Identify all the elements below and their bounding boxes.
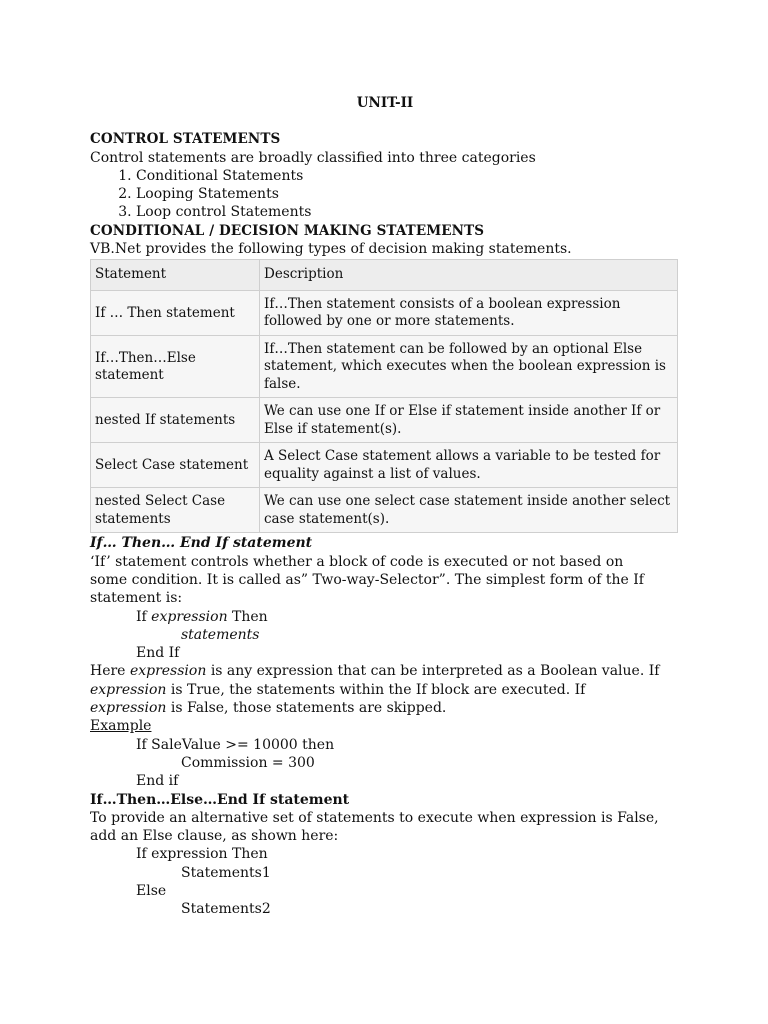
table-row: [91, 443, 678, 488]
control-intro: Control statements are broadly classified into three categories: [90, 149, 536, 166]
syntax-endif-line: End If: [136, 645, 180, 662]
table-row: [91, 290, 678, 335]
if-else-code-line: Else: [136, 883, 167, 900]
expression-term: expression: [129, 663, 207, 680]
description-cell: A Select Case statement allows a variable to be tested for equality against a list of values.: [260, 443, 678, 488]
list-item: 3. Loop control Statements: [136, 203, 680, 221]
example-code-line: If SaleValue >= 10000 then: [136, 736, 335, 753]
explanation-line: [90, 662, 680, 680]
explanation-text: is True, the statements within the If block are executed. If: [170, 681, 586, 698]
example-code-line: Commission = 300: [181, 754, 315, 771]
statement-cell: If…Then…Else statement: [91, 335, 260, 398]
column-header-description: Description: [260, 260, 678, 291]
expression-term: expression: [90, 681, 167, 698]
if-then-paragraph-line: statement is:: [90, 590, 183, 607]
column-header-statement: Statement: [91, 260, 260, 291]
if-then-paragraph-line: some condition. It is called as” Two-way-Selector”. The simplest form of the If: [90, 571, 644, 588]
table-row: [91, 398, 678, 443]
decision-intro: VB.Net provides the following types of decision making statements.: [90, 241, 572, 258]
description-cell: If…Then statement can be followed by an optional Else statement, which executes when the boolean expression is false.: [260, 335, 678, 398]
categories-list: [90, 167, 680, 222]
table-row: [91, 335, 678, 398]
syntax-if-keyword: If: [136, 608, 147, 625]
explanation-text: is any expression that can be interpreted as a Boolean value. If: [210, 663, 660, 680]
expression-term: expression: [90, 700, 167, 717]
syntax-if-line: [90, 608, 680, 626]
control-statements-heading: CONTROL STATEMENTS: [90, 131, 281, 148]
description-cell: We can use one select case statement inside another select case statement(s).: [260, 488, 678, 533]
list-item: 2. Looping Statements: [136, 185, 680, 203]
statement-cell: nested Select Case statements: [91, 488, 260, 533]
if-else-code-line: If expression Then: [136, 846, 268, 863]
explanation-line: [90, 681, 680, 699]
syntax-statements-line: [90, 626, 680, 644]
if-then-paragraph-line: ‘If’ statement controls whether a block of code is executed or not based on: [90, 553, 624, 570]
unit-title: UNIT-II: [356, 95, 414, 111]
if-else-code-line: Statements1: [181, 864, 271, 881]
description-cell: We can use one If or Else if statement inside another If or Else if statement(s).: [260, 398, 678, 443]
example-code-line: End if: [136, 773, 179, 790]
statement-cell: Select Case statement: [91, 443, 260, 488]
table-header-row: [91, 260, 678, 291]
if-then-heading: If… Then… End If statement: [90, 535, 313, 552]
if-else-code-line: Statements2: [181, 901, 271, 918]
syntax-then-keyword: Then: [232, 608, 268, 625]
description-cell: If…Then statement consists of a boolean expression followed by one or more statements.: [260, 290, 678, 335]
syntax-statements: statements: [181, 626, 260, 643]
decision-table: [90, 259, 678, 533]
if-else-heading: If…Then…Else…End If statement: [90, 791, 350, 808]
if-else-paragraph-line: To provide an alternative set of statements to execute when expression is False,: [90, 809, 659, 826]
decision-heading: CONDITIONAL / DECISION MAKING STATEMENTS: [90, 222, 485, 239]
example-label: Example: [90, 718, 152, 735]
list-item: 1. Conditional Statements: [136, 167, 680, 185]
explanation-line: [90, 699, 680, 717]
document-page: [90, 94, 680, 919]
explanation-text: Here: [90, 663, 126, 680]
statement-cell: If … Then statement: [91, 290, 260, 335]
if-else-paragraph-line: add an Else clause, as shown here:: [90, 828, 339, 845]
statement-cell: nested If statements: [91, 398, 260, 443]
table-row: [91, 488, 678, 533]
syntax-expression: expression: [151, 608, 228, 625]
explanation-text: is False, those statements are skipped.: [170, 700, 447, 717]
